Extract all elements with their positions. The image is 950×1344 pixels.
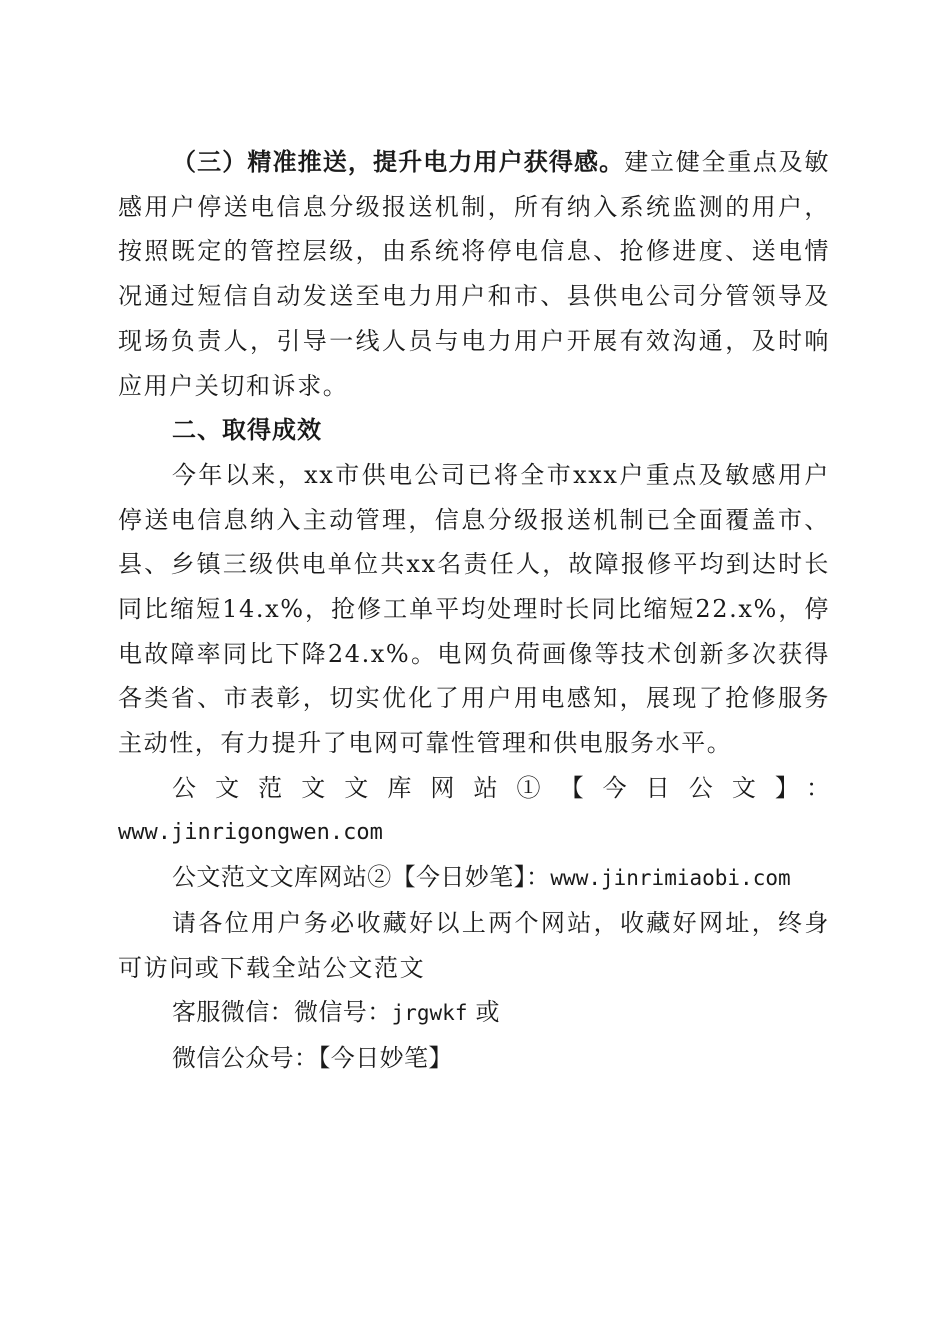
site1-label: 公文范文文库网站①【今日公文】： [172, 773, 830, 802]
section-3-paragraph [118, 140, 830, 408]
wechat-line [118, 990, 830, 1036]
site1-label-line [118, 766, 830, 811]
site2-label: 公文范文文库网站②【今日妙笔】： [172, 863, 551, 892]
wechat-label: 客服微信：微信号： [172, 998, 392, 1027]
wechat-id: jrgwkf [391, 1001, 468, 1026]
site2-url[interactable]: www.jinrimiaobi.com [550, 866, 791, 891]
section-3-lead: （三）精准推送，提升电力用户获得感。 [172, 148, 625, 176]
section-heading-results: 二、取得成效 [172, 416, 322, 445]
section-3-body: 建立健全重点及敏感用户停送电信息分级报送机制，所有纳入系统监测的用户，按照既定的管控层级，由系统将停电信息、抢修进度、送电情况通过短信自动发送至电力用户和市、县供电公司分管领导及现场负责人，引导一线人员与电力用户开展有效沟通，及时响应用户关切和诉求。 [118, 148, 830, 400]
results-paragraph: 今年以来，xx市供电公司已将全市xxx户重点及敏感用户停送电信息纳入主动管理，信息分级报送机制已全面覆盖市、县、乡镇三级供电单位共xx名责任人，故障报修平均到达时长同比缩短14.x%，抢修工单平均处理时长同比缩短22.x%，停电故障率同比下降24.x%。电网负荷画像等技术创新多次获得各类省、市表彰，切实优化了用户用电感知，展现了抢修服务主动性，有力提升了电网可靠性管理和供电服务水平。 [118, 460, 830, 758]
site1-url[interactable]: www.jinrigongwen.com [118, 819, 383, 845]
official-account-line: 微信公众号：【今日妙笔】 [172, 1044, 453, 1073]
notice-paragraph: 请各位用户务必收藏好以上两个网站，收藏好网址，终身可访问或下载全站公文范文 [118, 908, 830, 982]
wechat-or: 或 [475, 998, 500, 1027]
document-body [118, 140, 830, 1081]
site2-line [118, 855, 830, 901]
